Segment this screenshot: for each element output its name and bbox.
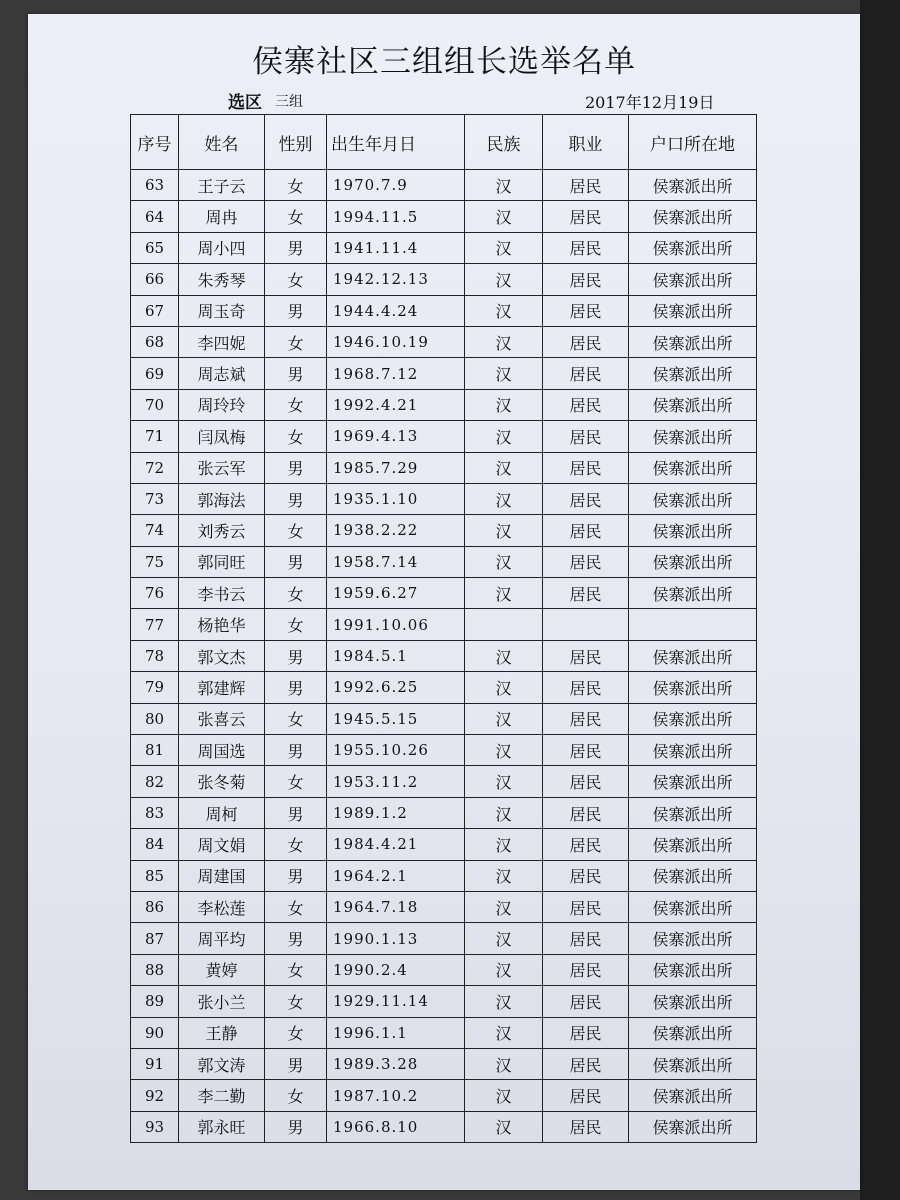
- cell-gender: 男: [265, 1048, 327, 1079]
- cell-index: 70: [131, 389, 179, 420]
- cell-ethnicity: 汉: [465, 358, 543, 389]
- cell-birthdate: 1970.7.9: [327, 170, 465, 201]
- cell-household-registration: 侯寨派出所: [629, 860, 757, 891]
- cell-ethnicity: 汉: [465, 672, 543, 703]
- cell-name: 郭海法: [179, 483, 265, 514]
- cell-ethnicity: 汉: [465, 797, 543, 828]
- cell-birthdate: 1941.11.4: [327, 232, 465, 263]
- table-row: [131, 1017, 757, 1048]
- cell-birthdate: 1942.12.13: [327, 264, 465, 295]
- cell-gender: 女: [265, 201, 327, 232]
- cell-occupation: 居民: [543, 891, 629, 922]
- cell-gender: 男: [265, 735, 327, 766]
- cell-ethnicity: 汉: [465, 170, 543, 201]
- cell-occupation: 居民: [543, 1048, 629, 1079]
- cell-birthdate: 1992.4.21: [327, 389, 465, 420]
- cell-birthdate: 1953.11.2: [327, 766, 465, 797]
- table-row: [131, 860, 757, 891]
- cell-ethnicity: 汉: [465, 1080, 543, 1111]
- cell-index: 67: [131, 295, 179, 326]
- cell-occupation: 居民: [543, 1080, 629, 1111]
- cell-occupation: 居民: [543, 923, 629, 954]
- cell-name: 郭建辉: [179, 672, 265, 703]
- cell-occupation: 居民: [543, 326, 629, 357]
- cell-gender: 女: [265, 421, 327, 452]
- cell-gender: 男: [265, 640, 327, 671]
- cell-birthdate: 1987.10.2: [327, 1080, 465, 1111]
- cell-birthdate: 1964.7.18: [327, 891, 465, 922]
- cell-name: 张喜云: [179, 703, 265, 734]
- cell-household-registration: 侯寨派出所: [629, 672, 757, 703]
- cell-index: 73: [131, 483, 179, 514]
- cell-household-registration: 侯寨派出所: [629, 1080, 757, 1111]
- table-row: [131, 766, 757, 797]
- cell-gender: 女: [265, 326, 327, 357]
- cell-birthdate: 1935.1.10: [327, 483, 465, 514]
- cell-ethnicity: 汉: [465, 389, 543, 420]
- cell-gender: 女: [265, 986, 327, 1017]
- cell-birthdate: 1969.4.13: [327, 421, 465, 452]
- cell-birthdate: 1989.3.28: [327, 1048, 465, 1079]
- cell-birthdate: 1964.2.1: [327, 860, 465, 891]
- cell-ethnicity: 汉: [465, 860, 543, 891]
- cell-ethnicity: 汉: [465, 986, 543, 1017]
- cell-household-registration: 侯寨派出所: [629, 358, 757, 389]
- cell-gender: 男: [265, 232, 327, 263]
- header-gender: 性别: [265, 115, 327, 170]
- cell-ethnicity: 汉: [465, 735, 543, 766]
- cell-birthdate: 1955.10.26: [327, 735, 465, 766]
- cell-birthdate: 1990.1.13: [327, 923, 465, 954]
- cell-gender: 男: [265, 358, 327, 389]
- header-index: 序号: [131, 115, 179, 170]
- cell-index: 77: [131, 609, 179, 640]
- district-label: 选区: [228, 93, 262, 113]
- cell-index: 87: [131, 923, 179, 954]
- cell-gender: 男: [265, 672, 327, 703]
- cell-index: 88: [131, 954, 179, 985]
- cell-ethnicity: 汉: [465, 483, 543, 514]
- cell-index: 72: [131, 452, 179, 483]
- cell-name: 王静: [179, 1017, 265, 1048]
- page-title: 侯寨社区三组组长选举名单: [252, 44, 636, 80]
- cell-ethnicity: 汉: [465, 923, 543, 954]
- cell-household-registration: 侯寨派出所: [629, 452, 757, 483]
- cell-household-registration: 侯寨派出所: [629, 923, 757, 954]
- cell-birthdate: 1984.4.21: [327, 829, 465, 860]
- cell-birthdate: 1991.10.06: [327, 609, 465, 640]
- cell-occupation: 居民: [543, 515, 629, 546]
- cell-household-registration: 侯寨派出所: [629, 640, 757, 671]
- cell-gender: 女: [265, 1080, 327, 1111]
- cell-occupation: [543, 609, 629, 640]
- cell-name: 周小四: [179, 232, 265, 263]
- cell-name: 朱秀琴: [179, 264, 265, 295]
- table-row: [131, 1111, 757, 1142]
- cell-gender: 女: [265, 515, 327, 546]
- cell-household-registration: 侯寨派出所: [629, 954, 757, 985]
- table-row: [131, 672, 757, 703]
- table-row: [131, 515, 757, 546]
- cell-birthdate: 1945.5.15: [327, 703, 465, 734]
- cell-name: 周文娟: [179, 829, 265, 860]
- cell-household-registration: 侯寨派出所: [629, 703, 757, 734]
- paper-sheet: [28, 14, 860, 1190]
- table-row: [131, 201, 757, 232]
- cell-name: 李二勤: [179, 1080, 265, 1111]
- cell-household-registration: 侯寨派出所: [629, 578, 757, 609]
- cell-ethnicity: 汉: [465, 1048, 543, 1079]
- cell-birthdate: 1929.11.14: [327, 986, 465, 1017]
- table-row: [131, 326, 757, 357]
- cell-birthdate: 1996.1.1: [327, 1017, 465, 1048]
- cell-ethnicity: 汉: [465, 452, 543, 483]
- header-household-registration: 户口所在地: [629, 115, 757, 170]
- table-row: [131, 452, 757, 483]
- table-row: [131, 1048, 757, 1079]
- cell-name: 李四妮: [179, 326, 265, 357]
- cell-household-registration: 侯寨派出所: [629, 170, 757, 201]
- table-row: [131, 578, 757, 609]
- cell-birthdate: 1985.7.29: [327, 452, 465, 483]
- cell-index: 90: [131, 1017, 179, 1048]
- cell-gender: 男: [265, 483, 327, 514]
- cell-index: 69: [131, 358, 179, 389]
- cell-name: 周建国: [179, 860, 265, 891]
- cell-gender: 男: [265, 452, 327, 483]
- cell-ethnicity: 汉: [465, 264, 543, 295]
- cell-household-registration: 侯寨派出所: [629, 1048, 757, 1079]
- cell-occupation: 居民: [543, 389, 629, 420]
- cell-index: 93: [131, 1111, 179, 1142]
- cell-household-registration: 侯寨派出所: [629, 421, 757, 452]
- cell-gender: 男: [265, 546, 327, 577]
- table-row: [131, 1080, 757, 1111]
- cell-occupation: 居民: [543, 201, 629, 232]
- table-row: [131, 829, 757, 860]
- cell-index: 85: [131, 860, 179, 891]
- cell-name: 周志斌: [179, 358, 265, 389]
- cell-household-registration: 侯寨派出所: [629, 201, 757, 232]
- cell-gender: 女: [265, 703, 327, 734]
- cell-gender: 女: [265, 766, 327, 797]
- cell-household-registration: 侯寨派出所: [629, 1017, 757, 1048]
- cell-occupation: 居民: [543, 421, 629, 452]
- cell-household-registration: 侯寨派出所: [629, 829, 757, 860]
- cell-birthdate: 1984.5.1: [327, 640, 465, 671]
- table-row: [131, 609, 757, 640]
- cell-ethnicity: 汉: [465, 640, 543, 671]
- cell-ethnicity: 汉: [465, 515, 543, 546]
- cell-occupation: 居民: [543, 483, 629, 514]
- cell-name: 杨艳华: [179, 609, 265, 640]
- cell-gender: 女: [265, 891, 327, 922]
- table-row: [131, 954, 757, 985]
- cell-index: 66: [131, 264, 179, 295]
- table-row: [131, 483, 757, 514]
- cell-gender: 女: [265, 389, 327, 420]
- cell-index: 64: [131, 201, 179, 232]
- cell-household-registration: 侯寨派出所: [629, 891, 757, 922]
- cell-name: 周玲玲: [179, 389, 265, 420]
- cell-name: 黄婷: [179, 954, 265, 985]
- cell-index: 92: [131, 1080, 179, 1111]
- document-date: 2017年12月19日: [585, 93, 715, 112]
- cell-gender: 男: [265, 295, 327, 326]
- cell-occupation: 居民: [543, 735, 629, 766]
- cell-name: 张小兰: [179, 986, 265, 1017]
- cell-gender: 男: [265, 923, 327, 954]
- cell-index: 79: [131, 672, 179, 703]
- cell-ethnicity: [465, 609, 543, 640]
- cell-index: 81: [131, 735, 179, 766]
- cell-occupation: 居民: [543, 986, 629, 1017]
- cell-name: 郭永旺: [179, 1111, 265, 1142]
- table-row: [131, 546, 757, 577]
- cell-ethnicity: 汉: [465, 295, 543, 326]
- cell-name: 张冬菊: [179, 766, 265, 797]
- cell-household-registration: 侯寨派出所: [629, 797, 757, 828]
- table-row: [131, 358, 757, 389]
- cell-gender: 女: [265, 609, 327, 640]
- background-edge: [860, 0, 900, 1200]
- cell-ethnicity: 汉: [465, 829, 543, 860]
- cell-occupation: 居民: [543, 264, 629, 295]
- table-row: [131, 923, 757, 954]
- cell-index: 86: [131, 891, 179, 922]
- cell-index: 78: [131, 640, 179, 671]
- cell-index: 80: [131, 703, 179, 734]
- cell-index: 68: [131, 326, 179, 357]
- cell-household-registration: 侯寨派出所: [629, 515, 757, 546]
- cell-gender: 女: [265, 264, 327, 295]
- cell-birthdate: 1992.6.25: [327, 672, 465, 703]
- header-name: 姓名: [179, 115, 265, 170]
- cell-occupation: 居民: [543, 232, 629, 263]
- cell-occupation: 居民: [543, 829, 629, 860]
- cell-name: 李书云: [179, 578, 265, 609]
- cell-name: 郭文杰: [179, 640, 265, 671]
- cell-birthdate: 1959.6.27: [327, 578, 465, 609]
- cell-household-registration: 侯寨派出所: [629, 389, 757, 420]
- cell-index: 91: [131, 1048, 179, 1079]
- cell-ethnicity: 汉: [465, 201, 543, 232]
- cell-ethnicity: 汉: [465, 891, 543, 922]
- cell-name: 李松莲: [179, 891, 265, 922]
- cell-household-registration: 侯寨派出所: [629, 986, 757, 1017]
- cell-index: 76: [131, 578, 179, 609]
- cell-household-registration: 侯寨派出所: [629, 264, 757, 295]
- cell-index: 83: [131, 797, 179, 828]
- cell-occupation: 居民: [543, 358, 629, 389]
- cell-ethnicity: 汉: [465, 326, 543, 357]
- cell-name: 周柯: [179, 797, 265, 828]
- cell-household-registration: 侯寨派出所: [629, 735, 757, 766]
- cell-gender: 女: [265, 578, 327, 609]
- cell-name: 张云军: [179, 452, 265, 483]
- cell-index: 82: [131, 766, 179, 797]
- cell-occupation: 居民: [543, 578, 629, 609]
- table-row: [131, 735, 757, 766]
- cell-household-registration: 侯寨派出所: [629, 326, 757, 357]
- table-row: [131, 232, 757, 263]
- cell-occupation: 居民: [543, 1017, 629, 1048]
- cell-occupation: 居民: [543, 452, 629, 483]
- cell-household-registration: 侯寨派出所: [629, 546, 757, 577]
- cell-index: 63: [131, 170, 179, 201]
- cell-household-registration: 侯寨派出所: [629, 295, 757, 326]
- cell-name: 周平均: [179, 923, 265, 954]
- cell-birthdate: 1946.10.19: [327, 326, 465, 357]
- table-row: [131, 264, 757, 295]
- voter-table: [130, 114, 757, 1143]
- table-row: [131, 389, 757, 420]
- district-value: 三组: [275, 94, 303, 110]
- cell-birthdate: 1990.2.4: [327, 954, 465, 985]
- cell-ethnicity: 汉: [465, 578, 543, 609]
- cell-birthdate: 1989.1.2: [327, 797, 465, 828]
- cell-ethnicity: 汉: [465, 546, 543, 577]
- cell-occupation: 居民: [543, 954, 629, 985]
- cell-birthdate: 1966.8.10: [327, 1111, 465, 1142]
- cell-ethnicity: 汉: [465, 1111, 543, 1142]
- cell-occupation: 居民: [543, 640, 629, 671]
- cell-name: 周冉: [179, 201, 265, 232]
- header-birthdate: 出生年月日: [327, 115, 465, 170]
- cell-birthdate: 1944.4.24: [327, 295, 465, 326]
- cell-birthdate: 1994.11.5: [327, 201, 465, 232]
- cell-name: 闫凤梅: [179, 421, 265, 452]
- cell-ethnicity: 汉: [465, 766, 543, 797]
- cell-occupation: 居民: [543, 1111, 629, 1142]
- header-ethnicity: 民族: [465, 115, 543, 170]
- table-row: [131, 891, 757, 922]
- cell-birthdate: 1938.2.22: [327, 515, 465, 546]
- cell-index: 84: [131, 829, 179, 860]
- cell-name: 周国选: [179, 735, 265, 766]
- cell-index: 75: [131, 546, 179, 577]
- table-row: [131, 986, 757, 1017]
- cell-name: 郭同旺: [179, 546, 265, 577]
- cell-gender: 男: [265, 1111, 327, 1142]
- cell-gender: 女: [265, 1017, 327, 1048]
- cell-name: 郭文涛: [179, 1048, 265, 1079]
- cell-occupation: 居民: [543, 295, 629, 326]
- cell-ethnicity: 汉: [465, 703, 543, 734]
- cell-name: 刘秀云: [179, 515, 265, 546]
- table-header-row: [131, 115, 757, 170]
- cell-ethnicity: 汉: [465, 421, 543, 452]
- cell-gender: 男: [265, 860, 327, 891]
- table-row: [131, 797, 757, 828]
- cell-household-registration: 侯寨派出所: [629, 766, 757, 797]
- cell-gender: 女: [265, 829, 327, 860]
- cell-occupation: 居民: [543, 860, 629, 891]
- cell-index: 89: [131, 986, 179, 1017]
- cell-household-registration: 侯寨派出所: [629, 1111, 757, 1142]
- cell-occupation: 居民: [543, 546, 629, 577]
- cell-occupation: 居民: [543, 672, 629, 703]
- cell-ethnicity: 汉: [465, 1017, 543, 1048]
- cell-name: 王子云: [179, 170, 265, 201]
- cell-index: 65: [131, 232, 179, 263]
- cell-household-registration: 侯寨派出所: [629, 232, 757, 263]
- cell-gender: 女: [265, 170, 327, 201]
- cell-gender: 女: [265, 954, 327, 985]
- header-occupation: 职业: [543, 115, 629, 170]
- table-row: [131, 640, 757, 671]
- cell-birthdate: 1968.7.12: [327, 358, 465, 389]
- cell-index: 74: [131, 515, 179, 546]
- cell-occupation: 居民: [543, 703, 629, 734]
- table-row: [131, 170, 757, 201]
- cell-ethnicity: 汉: [465, 232, 543, 263]
- cell-name: 周玉奇: [179, 295, 265, 326]
- cell-household-registration: [629, 609, 757, 640]
- table-row: [131, 421, 757, 452]
- cell-occupation: 居民: [543, 797, 629, 828]
- cell-index: 71: [131, 421, 179, 452]
- table-row: [131, 295, 757, 326]
- cell-gender: 男: [265, 797, 327, 828]
- table-row: [131, 703, 757, 734]
- cell-occupation: 居民: [543, 766, 629, 797]
- cell-birthdate: 1958.7.14: [327, 546, 465, 577]
- cell-occupation: 居民: [543, 170, 629, 201]
- cell-household-registration: 侯寨派出所: [629, 483, 757, 514]
- cell-ethnicity: 汉: [465, 954, 543, 985]
